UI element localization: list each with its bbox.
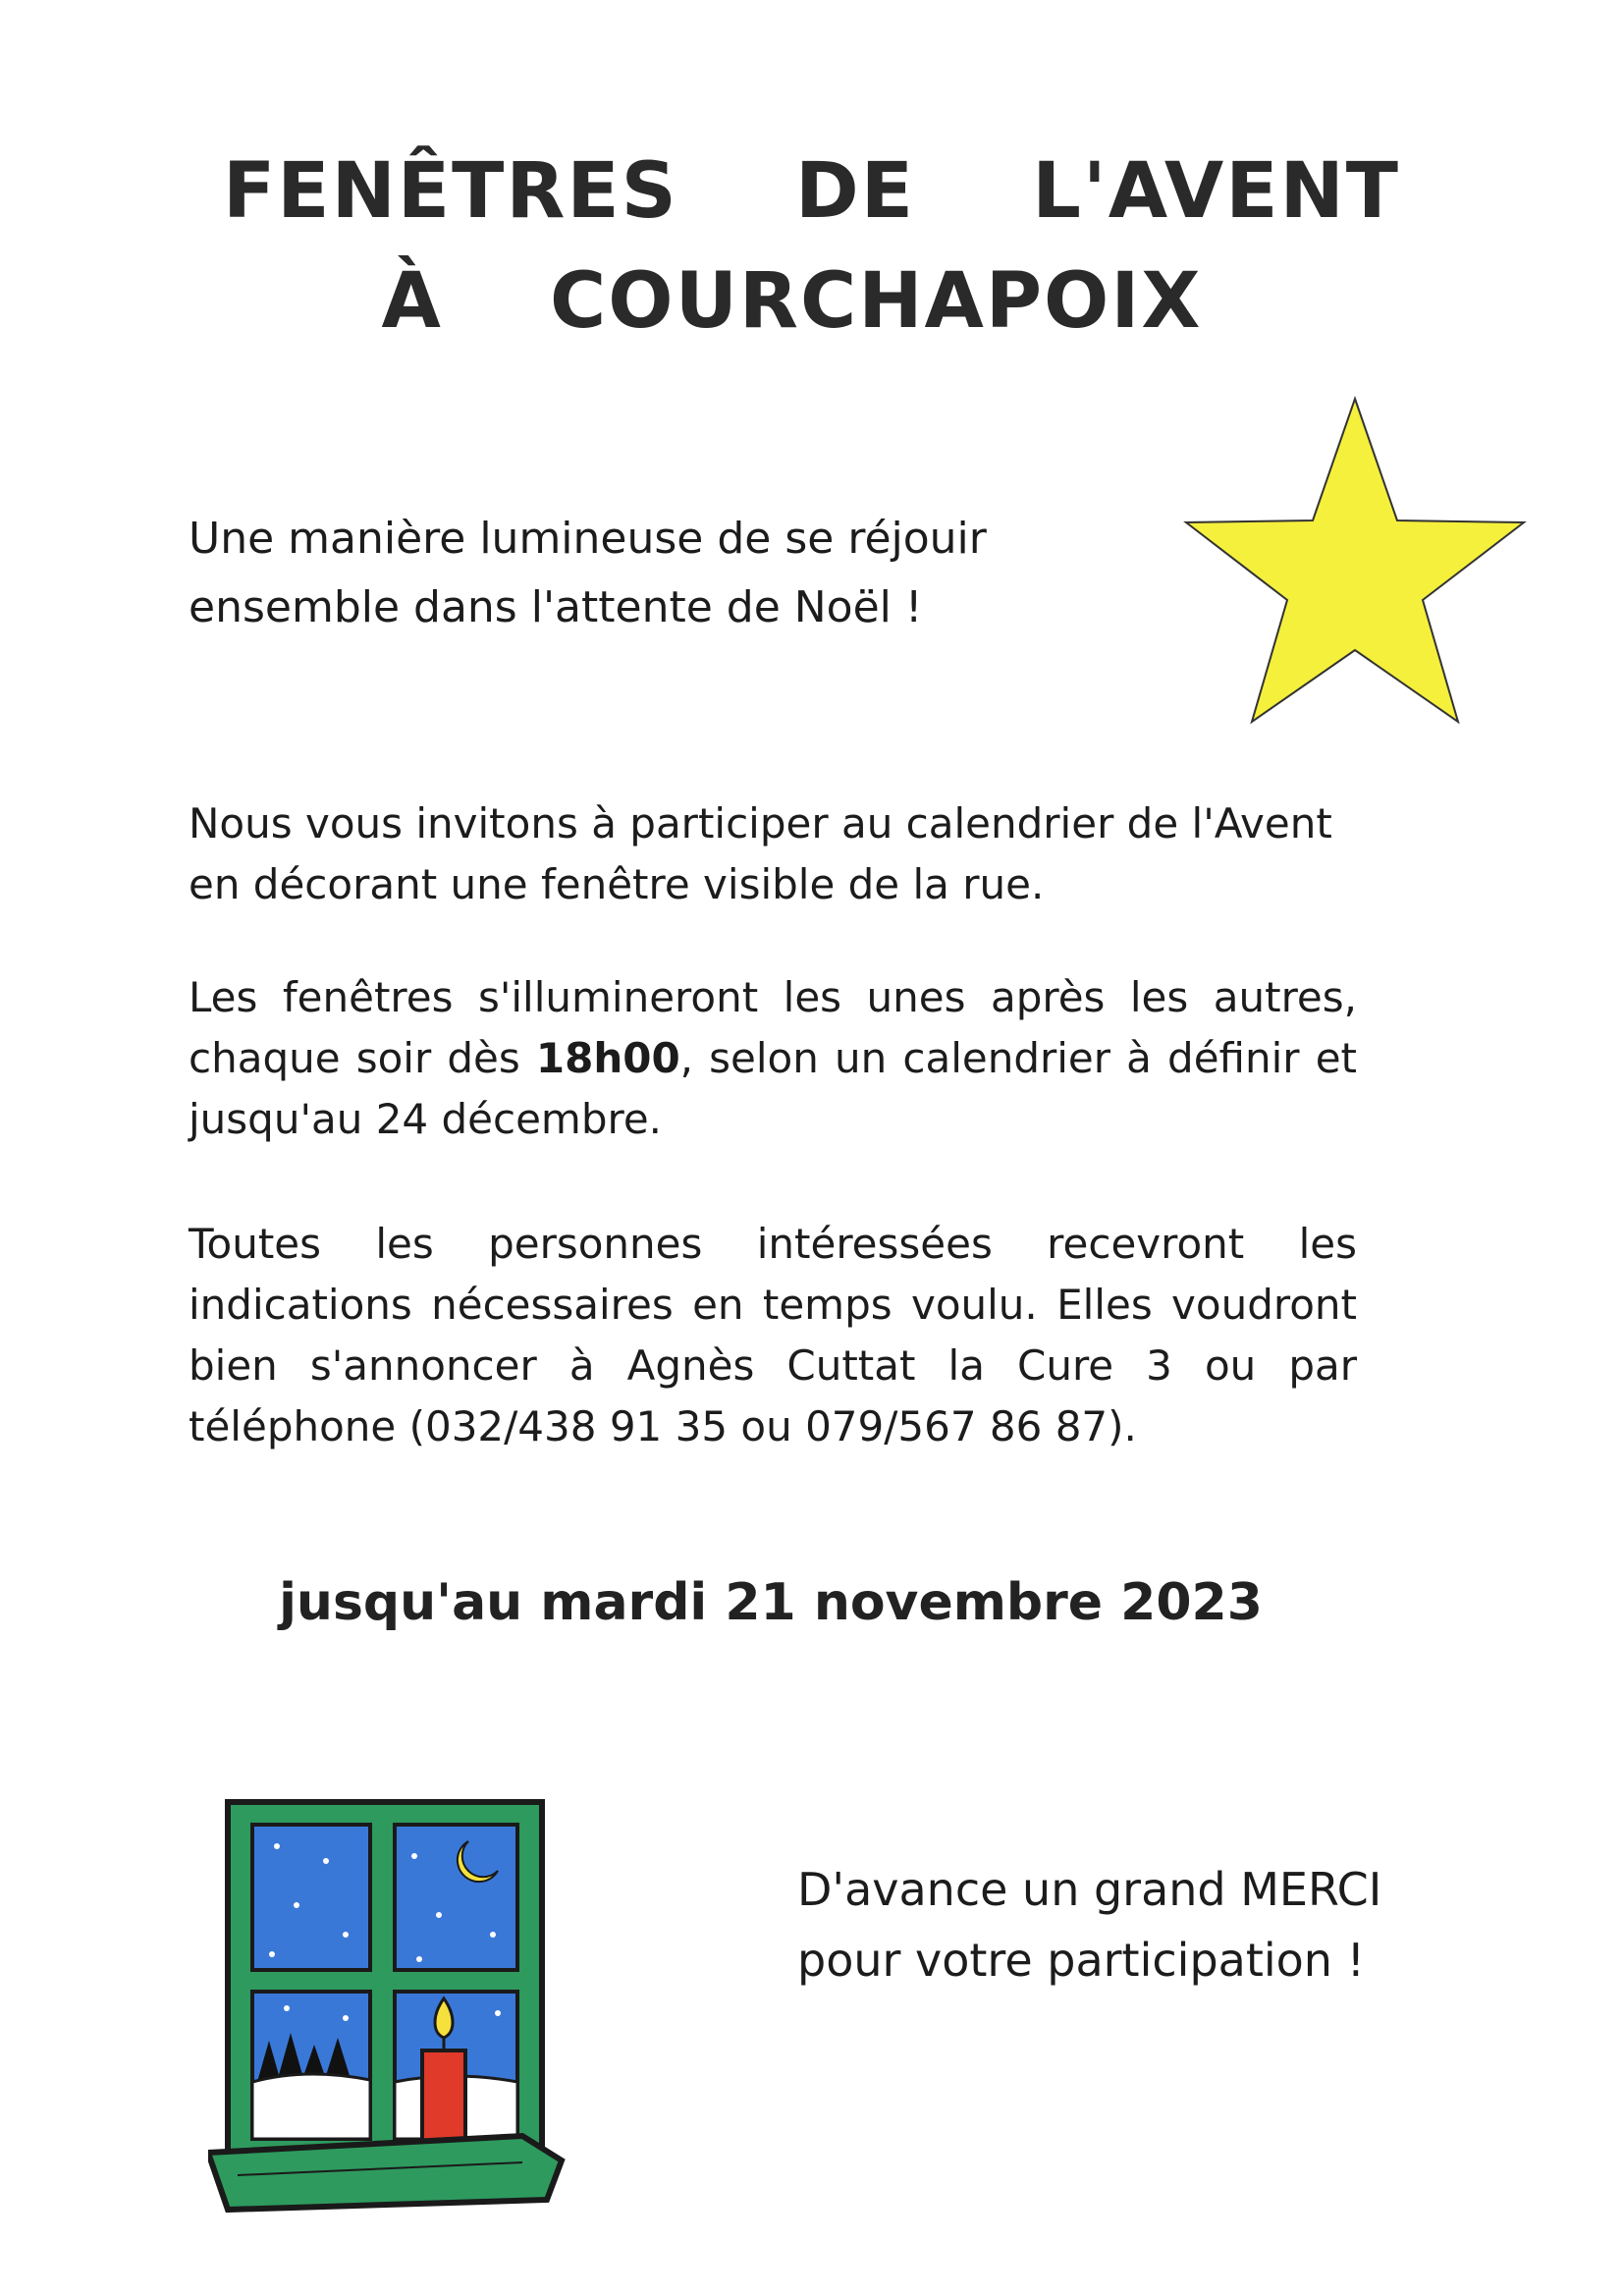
paragraph-invitation (189, 793, 1357, 915)
intro-line-2: ensemble dans l'attente de Noël ! (189, 582, 923, 632)
paragraph-schedule-after: , selon un calendrier à définir et jusqu'au 24 décembre. (189, 1034, 1357, 1143)
thanks-text (797, 1854, 1485, 1995)
intro-line-1: Une manière lumineuse de se réjouir (189, 514, 987, 564)
thanks-line-1: D'avance un grand MERCI (797, 1863, 1382, 1916)
intro-text (189, 505, 1170, 642)
title-line-1: FENÊTRES DE L'AVENT (223, 147, 1400, 236)
start-time: 18h00 (535, 1034, 680, 1082)
advent-window-illustration (208, 1787, 571, 2229)
thanks-line-2: pour votre participation ! (797, 1934, 1366, 1987)
deadline: jusqu'au mardi 21 novembre 2023 (279, 1573, 1263, 1632)
paragraph-invitation-line-1: Nous vous invitons à participer au calendrier de l'Avent (189, 799, 1332, 847)
paragraph-schedule (189, 967, 1357, 1150)
paragraph-schedule-before: Les fenêtres s'illumineront les unes après les autres, chaque soir dès (189, 973, 1357, 1082)
star-icon (1173, 391, 1537, 735)
paragraph-contact: Toutes les personnes intéressées recevront les indications nécessaires en temps voulu. Elles voudront bien s'annoncer à Agnès Cuttat la Cure 3 ou par téléphone (032/438 91 35 ou 079/567 86 87). (189, 1220, 1357, 1450)
title-line-2: À COURCHAPOIX (381, 257, 1203, 346)
paragraph-invitation-line-2: en décorant une fenêtre visible de la rue. (189, 860, 1045, 908)
